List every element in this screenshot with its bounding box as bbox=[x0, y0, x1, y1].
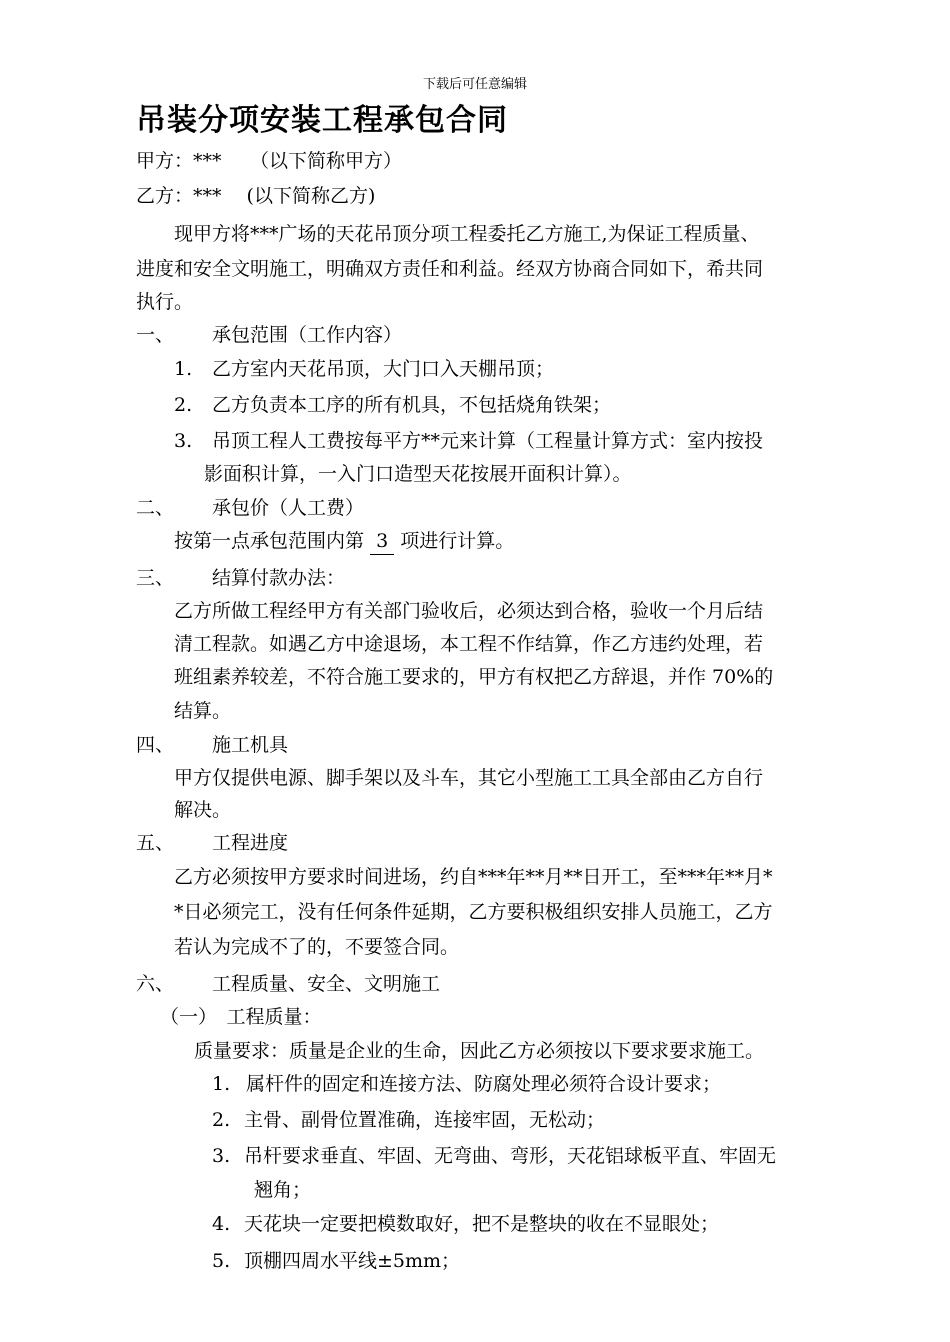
s6-subheading: （一） 工程质量： bbox=[160, 1006, 322, 1028]
page-header-note: 下载后可任意编辑 bbox=[422, 77, 527, 92]
intro-line-2: 进度和安全文明施工，明确双方责任和利益。经双方协商合同如下，希共同 bbox=[136, 258, 764, 280]
section-3-number: 三、 bbox=[136, 567, 175, 589]
s6-item-3-text: 吊杆要求垂直、牢固、无弯曲、弯形，天花铝球板平直、牢固无 bbox=[244, 1145, 777, 1167]
s3-line-4: 结算。 bbox=[174, 700, 232, 722]
section-1-number: 一、 bbox=[136, 324, 175, 346]
s6-item-4-text: 天花块一定要把模数取好，把不是整块的收在不显眼处； bbox=[244, 1213, 720, 1235]
section-5-heading: 工程进度 bbox=[212, 832, 289, 854]
s6-item-3-continuation: 翘角； bbox=[254, 1179, 312, 1201]
section-4-number: 四、 bbox=[136, 734, 175, 756]
s1-item-3-text: 吊顶工程人工费按每平方**元来计算（工程量计算方式：室内按投 bbox=[212, 430, 764, 452]
s5-line-1: 乙方必须按甲方要求时间进场，约自***年**月**日开工，至***年**月* bbox=[174, 866, 773, 888]
section-6-heading: 工程质量、安全、文明施工 bbox=[212, 973, 441, 995]
s1-item-3-number: 3. bbox=[174, 430, 193, 452]
s3-line-3: 班组素养较差，不符合施工要求的，甲方有权把乙方辞退，并作 70%的 bbox=[174, 666, 774, 688]
s1-item-2-number: 2. bbox=[174, 394, 193, 416]
s6-item-5-text: 顶棚四周水平线±5mm； bbox=[244, 1250, 461, 1272]
section-6-number: 六、 bbox=[136, 973, 175, 995]
s2-text-post: 项进行计算。 bbox=[400, 530, 515, 552]
s1-item-2-text: 乙方负责本工序的所有机具，不包括烧角铁架； bbox=[212, 394, 612, 416]
s5-line-2: *日必须完工，没有任何条件延期，乙方要积极组织安排人员施工，乙方 bbox=[174, 901, 773, 923]
s3-line-2: 清工程款。如遇乙方中途退场，本工程不作结算，作乙方违约处理，若 bbox=[174, 633, 764, 655]
section-3-heading: 结算付款办法： bbox=[212, 567, 346, 589]
s6-item-2-text: 主骨、副骨位置准确，连接牢固，无松动； bbox=[244, 1109, 606, 1131]
s6-item-5-number: 5. bbox=[212, 1250, 231, 1272]
s1-item-1-number: 1. bbox=[174, 358, 193, 380]
s5-line-3: 若认为完成不了的，不要签合同。 bbox=[174, 936, 460, 958]
s2-item-number: 3 bbox=[370, 528, 394, 555]
s1-item-1-text: 乙方室内天花吊顶，大门口入天棚吊顶； bbox=[212, 358, 555, 380]
section-1-heading: 承包范围（工作内容） bbox=[212, 324, 403, 346]
document-title: 吊装分项安装工程承包合同 bbox=[136, 103, 508, 138]
s6-item-4-number: 4. bbox=[212, 1213, 231, 1235]
s6-item-2-number: 2. bbox=[212, 1109, 231, 1131]
s6-item-3-number: 3. bbox=[212, 1145, 231, 1167]
s6-item-1-number: 1. bbox=[212, 1073, 231, 1095]
s4-line-2: 解决。 bbox=[174, 799, 232, 821]
s3-line-1: 乙方所做工程经甲方有关部门验收后，必须达到合格，验收一个月后结 bbox=[174, 600, 764, 622]
section-2-body bbox=[174, 528, 514, 555]
section-5-number: 五、 bbox=[136, 832, 175, 854]
intro-line-1: 现甲方将***广场的天花吊顶分项工程委托乙方施工,为保证工程质量、 bbox=[174, 223, 760, 245]
section-2-number: 二、 bbox=[136, 497, 175, 519]
s4-line-1: 甲方仅提供电源、脚手架以及斗车，其它小型施工工具全部由乙方自行 bbox=[174, 767, 764, 789]
section-4-heading: 施工机具 bbox=[212, 734, 289, 756]
s2-text-pre: 按第一点承包范围内第 bbox=[174, 530, 365, 552]
intro-line-3: 执行。 bbox=[136, 291, 194, 313]
section-2-heading: 承包价（人工费） bbox=[212, 497, 365, 519]
party-b: 乙方：*** (以下简称乙方) bbox=[136, 185, 376, 207]
party-a: 甲方：*** （以下简称甲方） bbox=[136, 150, 403, 172]
s6-requirement: 质量要求：质量是企业的生命，因此乙方必须按以下要求要求施工。 bbox=[194, 1040, 765, 1062]
s1-item-3-continuation: 影面积计算，一入门口造型天花按展开面积计算）。 bbox=[204, 463, 632, 485]
s6-item-1-text: 属杆件的固定和连接方法、防腐处理必须符合设计要求； bbox=[246, 1073, 722, 1095]
